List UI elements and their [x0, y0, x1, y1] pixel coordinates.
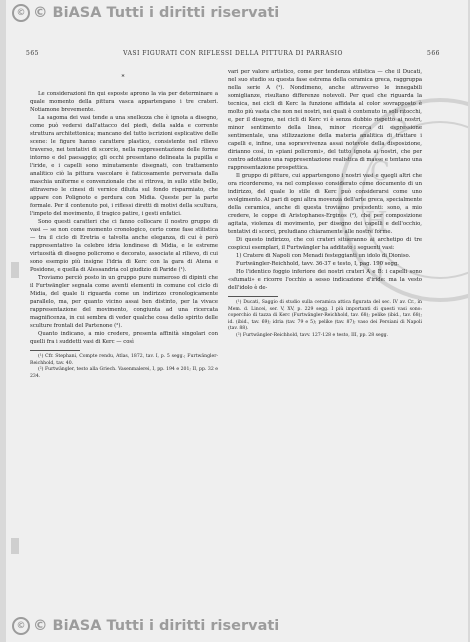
margin-mark	[11, 538, 19, 554]
paragraph: Troviamo perciò posto in un gruppo pure numeroso di dipinti che il Furtwängler segnala come aventi elementi in comune col ciclo di Midia, del quale li riguarda come un indirizzo cronologicamente parallelo, ma, per quanto vicino assai ben distinto, per la vivace rappresentazione del movimento, congiunta ad una ricercata magnificenza, in cui sembra di veder qualche cosa dello spirito delle sculture frontali del Partenone (²).	[30, 275, 218, 329]
svg-text:C: C	[370, 157, 390, 187]
watermark-text: © BiASA Tutti i diritti riservati	[33, 5, 280, 21]
page-number-left: 565	[26, 50, 39, 57]
document-page	[6, 0, 468, 642]
footnote: (²) Furtwängler, testo alla Griech. Vasenmalerei, I, pp. 194 e 201; II, pp. 32 e 234.	[30, 367, 218, 379]
watermark-text: © BiASA Tutti i diritti riservati	[33, 618, 280, 634]
list-item: 1) Cratere di Napoli con Menadi festeggianti un idolo di Dioniso.	[236, 253, 411, 259]
margin-mark	[11, 262, 19, 278]
footnote: (²) Furtwängler-Reichhold, tavv. 127-128 e testo, III, pp. 28 segg.	[236, 332, 389, 338]
paragraph: Le considerazioni fin qui esposte aprono la via per determinare a quale momento della pittura vasca appartengano i tre crateri. Notiamone brevemente.	[30, 91, 218, 113]
paragraph: Quanto indicano, a mio credere, presenta affinità singolari con quelli fra i suddetti vasi di Kerc — così	[30, 331, 218, 345]
paragraph: Di questo indirizzo, che coi crateri situeranno ai archetipo di tre cospicui esemplari, il Furtwängler ha additato i seguenti vasi:	[228, 237, 422, 251]
svg-text:S: S	[390, 107, 408, 137]
footnote-divider	[30, 350, 80, 351]
footnote-divider	[228, 296, 278, 297]
copyright-icon: ©	[12, 617, 30, 635]
svg-text:H: H	[365, 207, 388, 237]
paragraph: Sono questi caratteri che ci fanno collocare il nostro gruppo di vasi — se non come momento cronologico, certo come fase stilistica — tra il ciclo di Eretria e talvolta anche eleganza, di cui è però rappresentativo la celebre idria londinese di Midia, e le estreme virtuosità di disegno policromo e decorato, associate al rilievo, di cui sono esempio più insigne l'idria di Kerc con la gara di Atena e Posidone, e quella di Alessandria col giudizio di Paride (¹).	[30, 219, 218, 273]
watermark-bottom	[12, 617, 279, 635]
left-column	[30, 68, 218, 380]
watermark-top	[12, 4, 279, 22]
paragraph: vari per valore artistico, come per tendenza stilistica — che il Ducati, nel suo studio su questa fase estrema della ceramica greca, raggruppa nella serie A (¹). Nondimeno, anche attraverso le innegabili somiglianze, risultano differenze notevoli. Per quel che riguarda la tecnica, nei cicli di Kerc la funzione affidata al color sovrapposto è molto più vasta che non nei nostri, nei quali è contenuto in soli ritocchi, e, per il disegno, nei cicli di Kerc vi è senza dubbio rispetto ai nostri, minor sentimento della linea, minor ricerca di espressione sentimentale, una stilizzazione della materia analitica di trattare i capelli e, infine, una sopravvivenza assai notevole della disposizione, dirianno così, in «piani policromi», del tutto ignota ai nostri, che per contro adottano una rappresentazione realistica di masse e tentano una rappresentazione prospettica.	[228, 69, 422, 171]
footnote: (¹) Ducati, Saggio di studio sulla ceramica attica figurata del sec. IV av. Cr., in Mem. d. Lincei, ser. V, XV, p. 229 segg. I più importanti di questi vasi sono: coperchio di tazza di Kerc (Furtwängler-Reichhold, tav. 68); pelike (ibid., tav. 68); id. (ibid., tav. 69); idria (tav. 79 e 5); pelike (tav. 87); vaso dei Persiani di Napoli (tav. 88).	[228, 300, 422, 332]
paragraph: Ho l'identico foggio inferiore dei nostri crateri A e B: i capelli sono «sfumati» e ricorre l'occhio a sesso indicazione d'iride: ma la vesto dell'idolo è de-	[228, 269, 422, 291]
paragraph: La sagoma dei vasi tende a una snellezza che è ignota a disegno, come può vedersi dall'attacco del piedi, della salda e corrente struttura architettonica; mancano del tutto iscrizioni esplicative delle scene: le figure hanno carattere plastico, consistente nel rilievo traverso, nei tentativi di scorcio, nella rappresentazione delle forme intorno e del paesaggio; gli occhi presentano delineata la pupilla e l'iride, e i capelli sono minutamente disegnati, con trattamento analitico ciò la pittura vascolare è faticosamente perversata dalla maschia uniforme e convenzionale che si ritrova, in sullo stile bello, attraverso le cinesi di vernice diluita sul fondo risparmiato, che appare con Polignoto e perdura con Midia. Queste per la parte formale. Per il contenuto poi, i riflessi diretti di motivi della scultura, l'impeto del movimento, il tragico patire, i gesti enfatici.	[30, 115, 218, 217]
running-title: VASI FIGURATI CON RIFLESSI DELLA PITTURA DI PARRASIO	[123, 50, 343, 57]
section-ornament: *	[121, 74, 127, 81]
paragraph: Il gruppo di pitture, cui appartengono i nostri vasi e quegli altri che ora ricorderemo, va nel complesso considerato come documento di un indirizzo, del quale lo stile di Kerc può considerarsi come uno svolgimento. Al pari di ogni altra movenza dell'arte greca, specialmente della ceramica, anche di questa troviamo precedenti: sono, a mio credere, le coppe di Aristophanes-Erginos (²), che per composizione agitata, violenza di movimento, per disegno dei capelli e dell'occhio, tentativi di scorci, preludiano chiaramente alle nostre forme.	[228, 173, 422, 235]
right-column	[228, 68, 422, 340]
citation: Furtwängler-Reichhold, tavv. 36-37 e testo, I, pag. 190 segg.	[236, 261, 399, 267]
copyright-icon: ©	[12, 4, 30, 22]
footnote: (¹) Cfr. Stephani, Compte rendu, Atlas, 1872, tav. I, p. 5 segg.; Furtwängler-Reichhold, tav. 40.	[30, 354, 218, 366]
page-number-right: 566	[427, 50, 440, 57]
running-header	[26, 50, 440, 60]
svg-text:I: I	[375, 257, 386, 287]
